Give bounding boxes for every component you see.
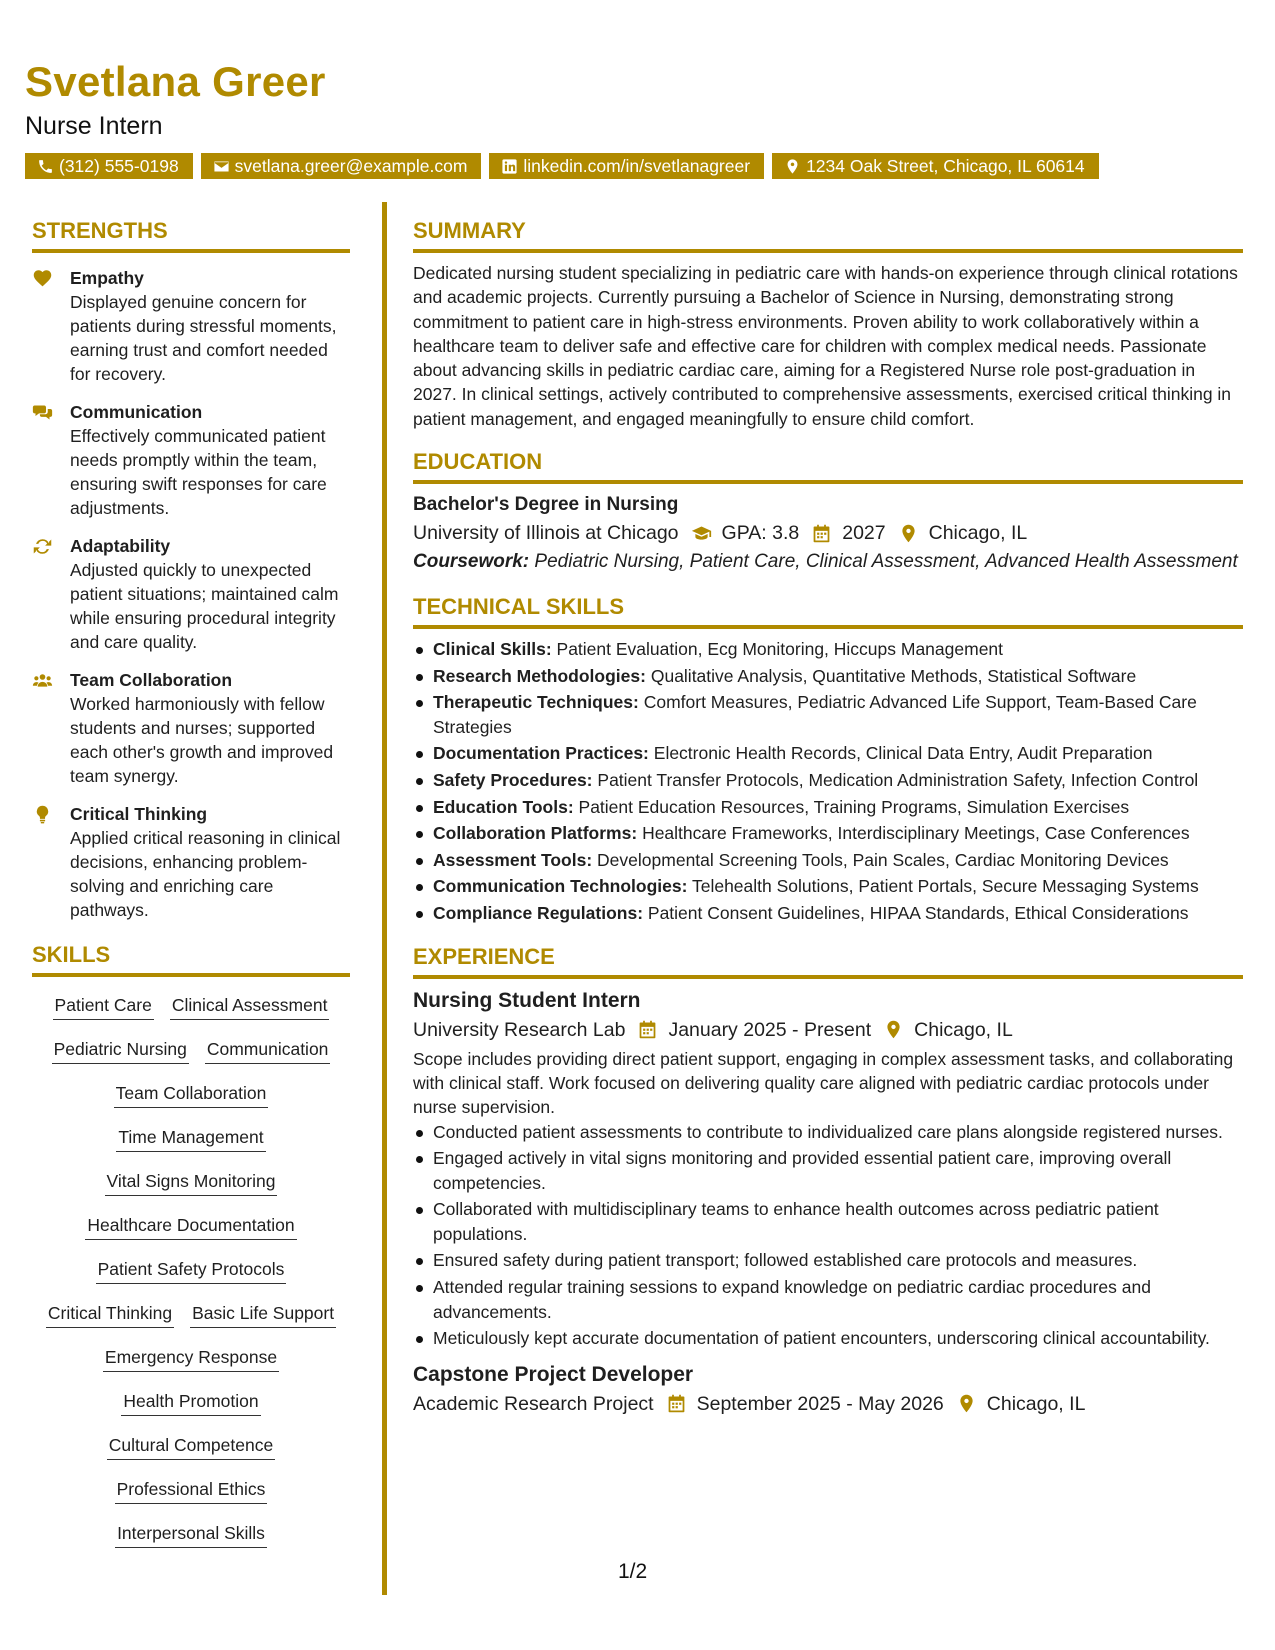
gpa-value: GPA: 3.8: [721, 522, 800, 545]
strength-item: [32, 802, 350, 922]
skills-list: [32, 993, 350, 1548]
contact-email-text: svetlana.greer@example.com: [234, 156, 468, 176]
contact-linkedin[interactable]: [489, 153, 764, 179]
skill-category: Collaboration Platforms:: [433, 823, 638, 844]
skill-values: Qualitative Analysis, Quantitative Methods, Statistical Software: [650, 665, 1137, 686]
skill-tag: Emergency Response: [103, 1345, 279, 1372]
strength-title: Empathy: [70, 268, 144, 288]
job-title: Capstone Project Developer: [413, 1362, 694, 1386]
strength-text: Applied critical reasoning in clinical decisions, enhancing problem-solving and enriching care pathways.: [70, 828, 341, 920]
list-item: [413, 741, 1243, 766]
coursework: [413, 550, 1243, 574]
skill-values: Comfort Measures, Pediatric Advanced Life Support, Team-Based Care Strategies: [433, 692, 1197, 737]
list-item: [413, 690, 1243, 739]
calendar-icon: [811, 523, 832, 544]
strength-text: Worked harmoniously with fellow students and nurses; supported each other's growth and improved team synergy.: [70, 694, 334, 786]
strength-item: [32, 668, 350, 788]
skill-tag: Patient Safety Protocols: [96, 1257, 287, 1284]
contact-email[interactable]: [201, 153, 482, 179]
list-item: [413, 874, 1243, 899]
school-name: University of Illinois at Chicago: [413, 522, 679, 545]
skill-tag: Pediatric Nursing: [52, 1037, 189, 1064]
graduation-cap-icon: [691, 523, 712, 544]
strength-item: [32, 534, 350, 654]
skill-tag: Basic Life Support: [190, 1301, 336, 1328]
list-item: [413, 795, 1243, 820]
skill-category: Safety Procedures:: [433, 770, 593, 791]
job-location: Chicago, IL: [986, 1392, 1086, 1415]
skill-category: Compliance Regulations:: [433, 903, 644, 924]
list-item: [413, 637, 1243, 662]
list-item: Attended regular training sessions to expand knowledge on pediatric cardiac procedures and advancements.: [413, 1275, 1243, 1324]
skill-values: Developmental Screening Tools, Pain Scales, Cardiac Monitoring Devices: [597, 849, 1169, 870]
skill-category: Research Methodologies:: [433, 665, 646, 686]
job-meta: [413, 1015, 1243, 1045]
technical-skills-heading: TECHNICAL SKILLS: [413, 594, 1243, 629]
list-item: [413, 664, 1243, 689]
job-meta: [413, 1389, 1243, 1419]
contact-phone-text: (312) 555-0198: [59, 156, 179, 176]
degree-title: Bachelor's Degree in Nursing: [413, 494, 679, 516]
list-item: Meticulously kept accurate documentation of patient encounters, underscoring clinical accountability.: [413, 1326, 1243, 1351]
education-heading: EDUCATION: [413, 449, 1243, 484]
skill-category: Clinical Skills:: [433, 639, 552, 660]
phone-icon: [37, 158, 54, 175]
refresh-icon: [32, 536, 53, 557]
skill-category: Documentation Practices:: [433, 743, 649, 764]
lightbulb-icon: [32, 804, 53, 825]
list-item: [413, 768, 1243, 793]
right-column: [413, 218, 1243, 1419]
skill-tag: Cultural Competence: [107, 1433, 275, 1460]
strength-item: [32, 400, 350, 520]
graduation-year: 2027: [842, 522, 886, 545]
strength-text: Displayed genuine concern for patients during stressful moments, earning trust and comfort needed for recovery.: [70, 292, 337, 384]
skill-category: Education Tools:: [433, 796, 574, 817]
skill-values: Patient Education Resources, Training Programs, Simulation Exercises: [578, 796, 1130, 817]
left-column: [32, 218, 350, 1548]
skill-tag: Interpersonal Skills: [115, 1521, 267, 1548]
strength-title: Adaptability: [70, 536, 171, 556]
calendar-icon: [666, 1393, 687, 1414]
contact-phone[interactable]: [25, 153, 193, 179]
envelope-icon: [213, 158, 230, 175]
coursework-label: Coursework:: [413, 551, 530, 573]
skill-tag: Team Collaboration: [114, 1081, 269, 1108]
job-title: Nurse Intern: [25, 112, 163, 140]
skill-tag: Professional Ethics: [115, 1477, 268, 1504]
list-item: [413, 901, 1243, 926]
job-bullets: [413, 1120, 1243, 1351]
experience-heading: EXPERIENCE: [413, 944, 1243, 979]
skill-tag: Time Management: [116, 1125, 265, 1152]
skill-values: Patient Transfer Protocols, Medication Administration Safety, Infection Control: [597, 770, 1199, 791]
contact-address-text: 1234 Oak Street, Chicago, IL 60614: [806, 156, 1085, 176]
list-item: Collaborated with multidisciplinary teams to enhance health outcomes across pediatric patient populations.: [413, 1197, 1243, 1246]
skill-tag: Health Promotion: [121, 1389, 260, 1416]
skill-category: Assessment Tools:: [433, 849, 593, 870]
skill-category: Communication Technologies:: [433, 876, 688, 897]
linkedin-icon: [501, 158, 518, 175]
job-summary: Scope includes providing direct patient support, engaging in complex assessment tasks, and collaborating with clinical staff. Work focused on delivering quality care aligned with pediatric cardiac protocols under nurse supervision.: [413, 1048, 1234, 1118]
map-pin-icon: [898, 523, 919, 544]
technical-skills-list: [413, 637, 1243, 926]
strength-title: Critical Thinking: [70, 804, 208, 824]
skill-tag: Vital Signs Monitoring: [105, 1169, 278, 1196]
job-dates: January 2025 - Present: [668, 1018, 872, 1041]
job-title: Nursing Student Intern: [413, 988, 641, 1012]
skill-values: Electronic Health Records, Clinical Data Entry, Audit Preparation: [653, 743, 1153, 764]
column-divider: [382, 202, 387, 1595]
candidate-name: Svetlana Greer: [25, 58, 326, 105]
strength-title: Team Collaboration: [70, 670, 233, 690]
page-number: 1/2: [618, 1560, 648, 1583]
strength-text: Adjusted quickly to unexpected patient situations; maintained calm while ensuring procedural integrity and care quality.: [70, 560, 339, 652]
job-location: Chicago, IL: [914, 1018, 1013, 1041]
skill-tag: Patient Care: [53, 993, 154, 1020]
calendar-icon: [637, 1019, 658, 1040]
coursework-text: Pediatric Nursing, Patient Care, Clinical Assessment, Advanced Health Assessment: [534, 551, 1238, 573]
users-icon: [32, 670, 53, 691]
job-org: Academic Research Project: [413, 1392, 654, 1415]
skill-values: Patient Evaluation, Ecg Monitoring, Hiccups Management: [556, 639, 1004, 660]
skill-values: Telehealth Solutions, Patient Portals, Secure Messaging Systems: [691, 876, 1199, 897]
skill-category: Therapeutic Techniques:: [433, 692, 639, 713]
skill-tag: Clinical Assessment: [170, 993, 330, 1020]
comments-icon: [32, 402, 53, 423]
strength-text: Effectively communicated patient needs promptly within the team, ensuring swift responses for care adjustments.: [70, 426, 327, 518]
list-item: [413, 848, 1243, 873]
list-item: Ensured safety during patient transport; followed established care protocols and measures.: [413, 1248, 1243, 1273]
job-dates: September 2025 - May 2026: [696, 1392, 944, 1415]
skill-tag: Critical Thinking: [46, 1301, 174, 1328]
map-pin-icon: [956, 1393, 977, 1414]
strength-item: [32, 266, 350, 386]
skill-tag: Communication: [205, 1037, 331, 1064]
heart-icon: [32, 268, 53, 289]
summary-text: Dedicated nursing student specializing in pediatric care with hands-on experience through clinical rotations and academic projects. Currently pursuing a Bachelor of Science in Nursing, demonstrating strong commitment to patient care in high-stress environments. Proven ability to work collaboratively within a healthcare team to deliver safe and effective care for children with complex medical needs. Passionate about advancing skills in pediatric cardiac care, aiming for a Registered Nurse role post-graduation in 2027. In clinical settings, actively contributed to comprehensive assessments, exercised critical thinking in patient management, and engaged meaningfully to ensure child comfort.: [413, 263, 1238, 429]
skill-tag: Healthcare Documentation: [85, 1213, 296, 1240]
list-item: [413, 821, 1243, 846]
strength-title: Communication: [70, 402, 203, 422]
list-item: Engaged actively in vital signs monitoring and provided essential patient care, improving overall competencies.: [413, 1146, 1243, 1195]
skills-heading: SKILLS: [32, 942, 350, 977]
skill-values: Healthcare Frameworks, Interdisciplinary Meetings, Case Conferences: [642, 823, 1190, 844]
education-location: Chicago, IL: [928, 522, 1028, 545]
map-pin-icon: [784, 158, 801, 175]
skill-values: Patient Consent Guidelines, HIPAA Standards, Ethical Considerations: [647, 903, 1189, 924]
contact-bar: [25, 153, 1099, 179]
job-org: University Research Lab: [413, 1018, 626, 1041]
summary-heading: SUMMARY: [413, 218, 1243, 253]
map-pin-icon: [883, 1019, 904, 1040]
education-meta: [413, 518, 1243, 548]
strengths-heading: STRENGTHS: [32, 218, 350, 253]
contact-address: [772, 153, 1099, 179]
contact-linkedin-text: linkedin.com/in/svetlanagreer: [523, 156, 751, 176]
list-item: Conducted patient assessments to contribute to individualized care plans alongside registered nurses.: [413, 1120, 1243, 1145]
